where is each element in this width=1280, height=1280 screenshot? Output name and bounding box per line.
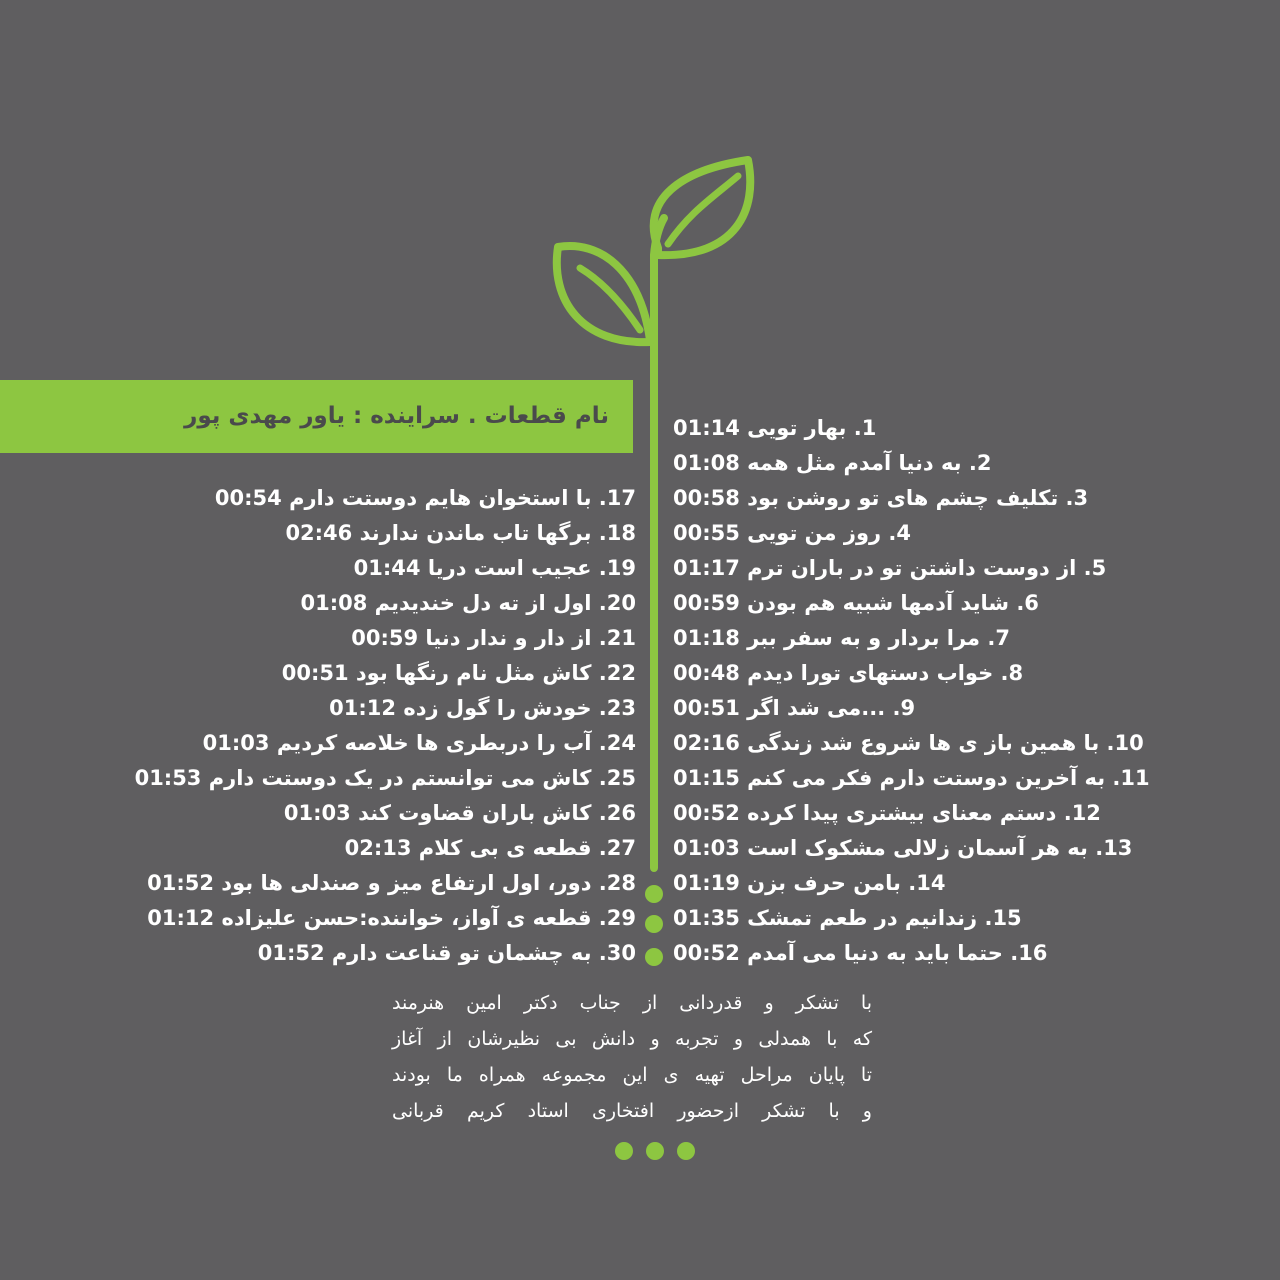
track-item: 10. با همین باز ی ها شروع شد زندگی 02:16 xyxy=(673,731,1144,755)
page-title: نام قطعات . سراینده : یاور مهدی پور xyxy=(184,403,609,429)
title-bar xyxy=(0,380,633,453)
track-item: 28. دور، اول ارتفاع میز و صندلی ها بود 01:52 xyxy=(147,871,636,895)
track-item: 6. شاید آدمها شبیه هم بودن 00:59 xyxy=(673,591,1039,615)
acknowledgement-line: تا پایان مراحل تهیه ی این مجموعه همراه ما بودند xyxy=(392,1064,872,1086)
track-item: 1. بهار تویی 01:14 xyxy=(673,416,877,440)
stem-dot xyxy=(645,948,663,966)
track-item: 23. خودش را گول زده 01:12 xyxy=(329,696,636,720)
track-item: 27. قطعه ی بی کلام 02:13 xyxy=(344,836,636,860)
track-item: 7. مرا بردار و به سفر ببر 01:18 xyxy=(673,626,1010,650)
track-item: 13. به هر آسمان زلالی مشکوک است 01:03 xyxy=(673,836,1133,860)
track-item: 29. قطعه ی آواز، خواننده:حسن علیزاده 01:12 xyxy=(147,906,636,930)
track-item: 26. کاش باران قضاوت کند 01:03 xyxy=(283,801,636,825)
track-item: 4. روز من تویی 00:55 xyxy=(673,521,912,545)
track-item: 30. به چشمان تو قناعت دارم 01:52 xyxy=(257,941,636,965)
track-item: 16. حتما باید به دنیا می آمدم 00:52 xyxy=(673,941,1048,965)
track-item: 9. ...می شد اگر 00:51 xyxy=(673,696,916,720)
ellipsis-dot xyxy=(615,1142,633,1160)
track-item: 18. برگها تاب ماندن ندارند 02:46 xyxy=(285,521,636,545)
track-item: 17. با استخوان هایم دوستت دارم 00:54 xyxy=(214,486,636,510)
stem-dot xyxy=(645,915,663,933)
ellipsis-dot xyxy=(677,1142,695,1160)
stem-dot xyxy=(645,885,663,903)
track-item: 15. زندانیم در طعم تمشک 01:35 xyxy=(673,906,1022,930)
track-item: 11. به آخرین دوستت دارم فکر می کنم 01:15 xyxy=(673,766,1150,790)
acknowledgement-line: که با همدلی و تجربه و دانش بی نظیرشان از آغاز xyxy=(392,1028,872,1050)
track-item: 12. دستم معنای بیشتری پیدا کرده 00:52 xyxy=(673,801,1101,825)
track-item: 22. کاش مثل نام رنگها بود 00:51 xyxy=(281,661,636,685)
track-item: 25. کاش می توانستم در یک دوستت دارم 01:53 xyxy=(134,766,636,790)
track-item: 20. اول از ته دل خندیدیم 01:08 xyxy=(300,591,636,615)
plant-stem xyxy=(654,218,664,868)
track-item: 8. خواب دستهای تورا دیدم 00:48 xyxy=(673,661,1024,685)
acknowledgement-line: و با تشکر ازحضور افتخاری استاد کریم قربانی xyxy=(392,1100,872,1122)
track-item: 2. به دنیا آمدم مثل همه 01:08 xyxy=(673,451,992,475)
track-item: 24. آب را دربطری ها خلاصه کردیم 01:03 xyxy=(202,731,636,755)
track-item: 5. از دوست داشتن تو در باران ترم 01:17 xyxy=(673,556,1107,580)
track-item: 14. بامن حرف بزن 01:19 xyxy=(673,871,946,895)
ellipsis-dot xyxy=(646,1142,664,1160)
track-item: 19. عجیب است دریا 01:44 xyxy=(353,556,636,580)
track-item: 21. از دار و ندار دنیا 00:59 xyxy=(351,626,636,650)
acknowledgement-text xyxy=(392,985,872,1129)
acknowledgement-line: با تشکر و قدردانی از جناب دکتر امین هنرمند xyxy=(392,992,872,1014)
track-item: 3. تکلیف چشم های تو روشن بود 00:58 xyxy=(673,486,1089,510)
